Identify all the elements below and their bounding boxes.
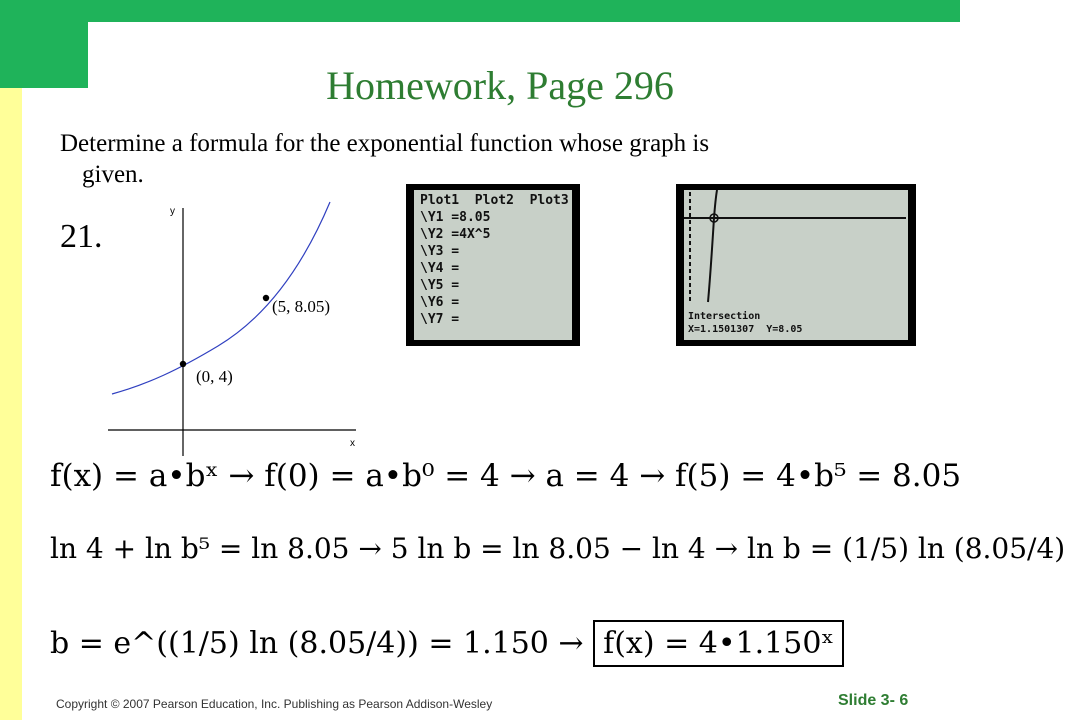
slide-title: Homework, Page 296 [326,63,674,108]
calculator-y-editor [406,184,580,346]
y-editor-line: \Y4 = [420,261,460,276]
problem-prompt [60,128,900,190]
x-axis-label: x [350,438,355,449]
y-editor-line: \Y2 =4X^5 [420,227,491,242]
intersection-label: Intersection [688,311,761,322]
copyright-footer: Copyright © 2007 Pearson Education, Inc. Publishing as Pearson Addison-Wesley [56,697,493,711]
equation-2: ln 4 + ln b⁵ = ln 8.05 → 5 ln b = ln 8.05 − ln 4 → ln b = (1/5) ln (8.05/4) [50,532,1065,565]
problem-number: 21. [60,218,103,255]
y-editor-line: \Y3 = [420,244,460,259]
y-editor-line: \Y1 =8.05 [420,210,491,225]
y-editor-line: \Y7 = [420,312,460,327]
final-answer-box: f(x) = 4•1.150ˣ [593,620,844,667]
prompt-line-2: given. [82,161,144,188]
y-axis-label: y [170,206,175,217]
intersection-values: X=1.1501307 Y=8.05 [688,324,803,335]
y-editor-line: Plot1 Plot2 Plot3 [420,193,569,208]
prompt-line-1: Determine a formula for the exponential function whose graph is [60,130,710,157]
point-0-4 [180,361,186,367]
y-editor-text [420,192,569,328]
top-accent-bar [0,0,960,22]
intersection-readout [688,310,802,336]
equation-3-left: b = e^((1/5) ln (8.05/4)) = 1.150 → [50,626,584,661]
left-accent-bar [0,88,22,720]
y-editor-line: \Y5 = [420,278,460,293]
slide-number: Slide 3- 6 [838,692,909,709]
y-editor-line: \Y6 = [420,295,460,310]
point-label-5-8.05: (5, 8.05) [272,297,331,316]
equation-3 [50,626,844,661]
exponential-graph [108,198,368,458]
point-5-8.05 [263,295,269,301]
equation-1: f(x) = a•bˣ → f(0) = a•b⁰ = 4 → a = 4 → f(5) = 4•b⁵ = 8.05 [50,458,962,494]
point-label-0-4: (0, 4) [196,367,233,386]
calculator-intersection-graph [676,184,916,346]
curve-4x5 [708,190,717,302]
